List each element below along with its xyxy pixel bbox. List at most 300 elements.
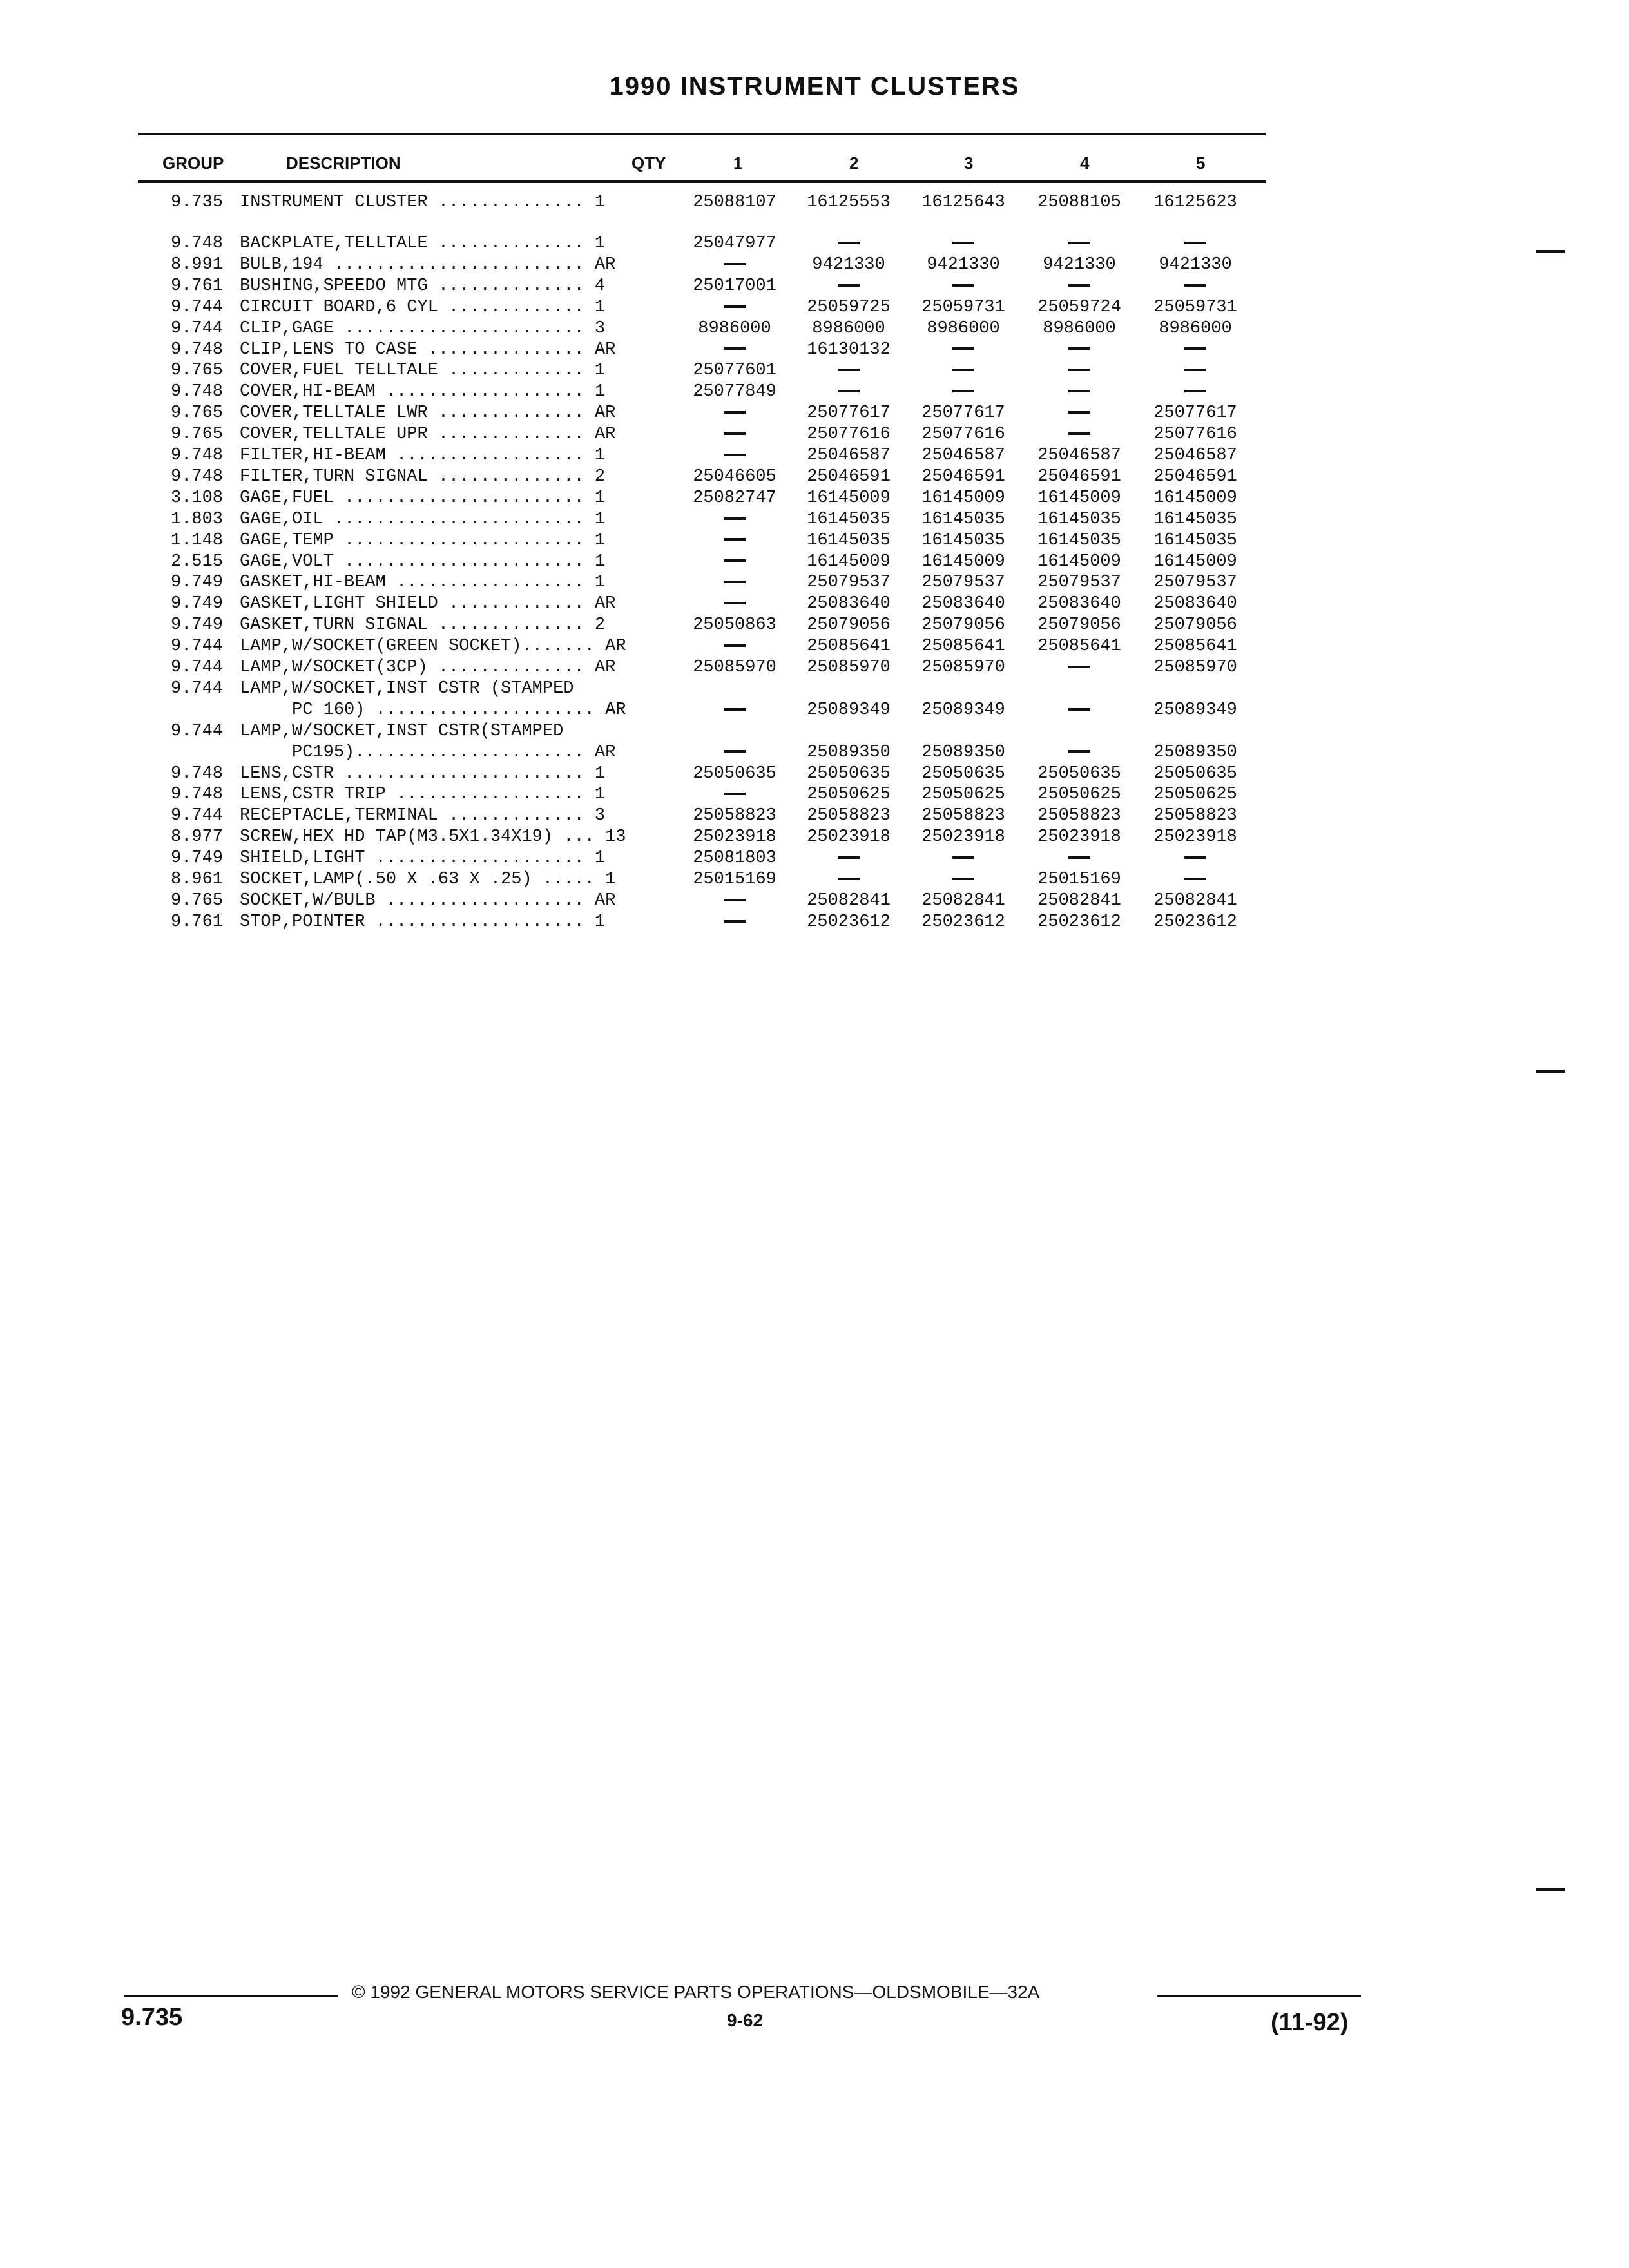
not-applicable-dash <box>838 390 860 392</box>
footer-group-ref: 9.735 <box>121 2004 183 2031</box>
row-qty: AR <box>605 637 626 657</box>
row-part-number-col-1: 25088107 <box>693 193 776 212</box>
not-applicable-dash <box>838 284 860 287</box>
row-part-number-col-4: 25046591 <box>1037 466 1121 486</box>
row-description-text: STOP,POINTER .................... <box>240 912 584 932</box>
row-qty: AR <box>594 340 616 360</box>
not-applicable-dash <box>1068 284 1090 287</box>
row-description-text: LAMP,W/SOCKET(3CP) .............. <box>240 658 584 677</box>
row-part-number-col-2: 25089350 <box>807 742 891 762</box>
row-group: 9.749 <box>170 849 223 869</box>
row-part-number-col-1: 25015169 <box>693 870 776 889</box>
not-applicable-dash <box>724 559 746 562</box>
row-part-number-col-3 <box>909 340 1018 360</box>
row-qty: AR <box>594 255 616 274</box>
row-part-number-col-3: 25077617 <box>921 403 1005 423</box>
row-part-number-col-1: 25077601 <box>693 361 776 381</box>
row-description-text: SCREW,HEX HD TAP(M3.5X1.34X19) ... <box>240 827 595 847</box>
col-header-description: DESCRIPTION <box>286 153 401 173</box>
not-applicable-dash <box>724 538 746 541</box>
row-part-number-col-2: 16145035 <box>807 530 891 550</box>
row-group: 9.765 <box>170 403 223 423</box>
row-description-text: RECEPTACLE,TERMINAL ............. <box>240 806 584 826</box>
row-part-number-col-4 <box>1025 657 1134 678</box>
row-description-text: LAMP,W/SOCKET,INST CSTR(STAMPED <box>240 721 564 741</box>
row-part-number-col-5: 25046591 <box>1153 466 1237 486</box>
row-part-number-col-3 <box>909 360 1018 381</box>
row-part-number-col-2: 25058823 <box>807 806 891 826</box>
row-qty: 1 <box>594 446 606 465</box>
not-applicable-dash <box>1068 750 1090 753</box>
row-qty: 1 <box>594 297 606 317</box>
col-header-4: 4 <box>1080 153 1090 173</box>
row-description-text: LAMP,W/SOCKET,INST CSTR (STAMPED <box>240 678 574 698</box>
row-part-number-col-2: 9421330 <box>812 255 885 274</box>
row-part-number-col-5: 25058823 <box>1153 806 1237 826</box>
row-group: 8.961 <box>170 870 223 889</box>
row-description <box>240 721 659 742</box>
not-applicable-dash <box>724 793 746 795</box>
row-description-text: LENS,CSTR ....................... <box>240 764 584 783</box>
row-part-number-col-5: 25089349 <box>1153 700 1237 720</box>
row-part-number-col-5: 16145009 <box>1153 552 1237 572</box>
not-applicable-dash <box>1184 369 1206 371</box>
row-description <box>240 764 659 784</box>
row-description <box>240 530 659 551</box>
row-part-number-col-2: 25046591 <box>807 466 891 486</box>
row-part-number-col-5 <box>1141 360 1250 381</box>
row-qty: 1 <box>594 764 606 783</box>
row-group: 9.744 <box>170 658 223 677</box>
row-group: 9.748 <box>170 785 223 805</box>
row-group: 1.148 <box>170 530 223 550</box>
row-part-number-col-5 <box>1141 276 1250 296</box>
row-part-number-col-4 <box>1025 742 1134 763</box>
row-description <box>240 827 659 847</box>
row-description-text: SOCKET,W/BULB ................... <box>240 890 584 910</box>
row-part-number-col-4: 25046587 <box>1037 446 1121 465</box>
row-group: 9.744 <box>170 637 223 657</box>
row-part-number-col-4: 16145009 <box>1037 488 1121 508</box>
col-header-2: 2 <box>849 153 859 173</box>
row-part-number-col-4: 25085641 <box>1037 637 1121 657</box>
not-applicable-dash <box>1068 390 1090 392</box>
row-description-text: FILTER,TURN SIGNAL .............. <box>240 466 584 486</box>
row-part-number-col-2: 25079056 <box>807 615 891 635</box>
row-part-number-col-4: 16145035 <box>1037 530 1121 550</box>
not-applicable-dash <box>952 390 974 392</box>
row-qty: 1 <box>594 849 606 869</box>
row-part-number-col-5 <box>1141 869 1250 890</box>
row-part-number-col-1 <box>680 742 789 763</box>
row-part-number-col-1 <box>680 340 789 360</box>
row-part-number-col-3: 25058823 <box>921 806 1005 826</box>
row-group: 9.735 <box>170 193 223 212</box>
row-qty: AR <box>594 742 616 762</box>
row-description <box>240 869 659 890</box>
not-applicable-dash <box>1068 242 1090 244</box>
row-description-text: SOCKET,LAMP(.50 X .63 X .25) ..... <box>240 870 595 889</box>
row-part-number-col-5: 16145035 <box>1153 530 1237 550</box>
row-part-number-col-1 <box>680 572 789 593</box>
row-qty: 4 <box>594 276 606 296</box>
row-qty: 1 <box>594 361 606 381</box>
row-group: 2.515 <box>170 552 223 572</box>
row-qty: AR <box>594 658 616 677</box>
row-part-number-col-5: 25083640 <box>1153 594 1237 614</box>
row-description <box>240 636 659 657</box>
row-description <box>240 657 659 678</box>
row-part-number-col-5: 8986000 <box>1159 318 1232 338</box>
col-header-3: 3 <box>964 153 974 173</box>
row-group: 9.765 <box>170 361 223 381</box>
row-description <box>240 593 659 614</box>
row-group: 9.748 <box>170 764 223 783</box>
row-part-number-col-4 <box>1025 340 1134 360</box>
not-applicable-dash <box>1184 878 1206 880</box>
row-group: 9.749 <box>170 594 223 614</box>
row-qty: AR <box>605 700 626 720</box>
row-description-text: LAMP,W/SOCKET(GREEN SOCKET)....... <box>240 637 595 657</box>
row-part-number-col-2: 25023918 <box>807 827 891 847</box>
row-description-text: CLIP,LENS TO CASE ............... <box>240 340 584 360</box>
row-part-number-col-4: 25050625 <box>1037 785 1121 805</box>
row-part-number-col-3: 25079056 <box>921 615 1005 635</box>
not-applicable-dash <box>1068 666 1090 668</box>
row-qty: 2 <box>594 615 606 635</box>
row-part-number-col-2: 16145009 <box>807 488 891 508</box>
row-qty: 3 <box>594 318 606 338</box>
row-part-number-col-5: 25085970 <box>1153 658 1237 677</box>
row-description <box>240 360 659 381</box>
row-description-text: GAGE,TEMP ....................... <box>240 530 584 550</box>
row-part-number-col-5: 25050625 <box>1153 785 1237 805</box>
row-part-number-col-4 <box>1025 700 1134 720</box>
row-part-number-col-3: 25077616 <box>921 425 1005 445</box>
not-applicable-dash <box>1068 432 1090 435</box>
row-description-text: BACKPLATE,TELLTALE .............. <box>240 234 584 253</box>
row-part-number-col-3 <box>909 276 1018 296</box>
row-part-number-col-1 <box>680 552 789 572</box>
row-description-text: SHIELD,LIGHT .................... <box>240 849 584 869</box>
not-applicable-dash <box>724 581 746 583</box>
row-description-text: CLIP,GAGE ....................... <box>240 318 584 338</box>
not-applicable-dash <box>952 242 974 244</box>
not-applicable-dash <box>952 369 974 371</box>
row-description-text: GASKET,TURN SIGNAL .............. <box>240 615 584 635</box>
row-description <box>240 466 659 487</box>
row-part-number-col-3: 25023918 <box>921 827 1005 847</box>
not-applicable-dash <box>724 263 746 265</box>
row-part-number-col-3: 25085970 <box>921 658 1005 677</box>
row-description <box>240 255 659 275</box>
row-part-number-col-1 <box>680 424 789 445</box>
row-part-number-col-4 <box>1025 403 1134 423</box>
row-part-number-col-1 <box>680 530 789 551</box>
row-group: 9.761 <box>170 276 223 296</box>
row-part-number-col-2 <box>794 276 903 296</box>
row-part-number-col-2: 16145009 <box>807 552 891 572</box>
row-description <box>240 381 659 402</box>
margin-tick-mark <box>1536 250 1565 253</box>
row-description-text: BULB,194 ........................ <box>240 255 584 274</box>
row-part-number-col-2: 25046587 <box>807 446 891 465</box>
row-part-number-col-4: 25023612 <box>1037 912 1121 932</box>
row-part-number-col-5: 25082841 <box>1153 890 1237 910</box>
not-applicable-dash <box>1068 411 1090 414</box>
row-part-number-col-4 <box>1025 381 1134 402</box>
row-part-number-col-3 <box>909 233 1018 254</box>
row-part-number-col-4 <box>1025 848 1134 869</box>
row-description-text: INSTRUMENT CLUSTER .............. <box>240 193 584 212</box>
row-part-number-col-2: 8986000 <box>812 318 885 338</box>
row-part-number-col-5 <box>1141 340 1250 360</box>
row-qty: AR <box>594 594 616 614</box>
row-qty: 1 <box>605 870 616 889</box>
row-part-number-col-5: 25085641 <box>1153 637 1237 657</box>
row-part-number-col-5: 25079537 <box>1153 573 1237 593</box>
row-qty: 1 <box>594 193 606 212</box>
row-qty: AR <box>594 403 616 423</box>
row-description-text: FILTER,HI-BEAM .................. <box>240 446 584 465</box>
row-description <box>240 340 659 360</box>
col-header-1: 1 <box>733 153 743 173</box>
row-part-number-col-1 <box>680 297 789 318</box>
not-applicable-dash <box>1184 347 1206 350</box>
row-qty: 1 <box>594 488 606 508</box>
row-qty: AR <box>594 425 616 445</box>
not-applicable-dash <box>724 517 746 520</box>
not-applicable-dash <box>838 242 860 244</box>
row-group: 1.803 <box>170 509 223 529</box>
row-part-number-col-4: 25023918 <box>1037 827 1121 847</box>
row-part-number-col-4: 25079056 <box>1037 615 1121 635</box>
row-description-text: BUSHING,SPEEDO MTG .............. <box>240 276 584 296</box>
row-part-number-col-2: 25023612 <box>807 912 891 932</box>
row-part-number-col-5: 25077617 <box>1153 403 1237 423</box>
row-part-number-col-5 <box>1141 848 1250 869</box>
row-group: 9.765 <box>170 890 223 910</box>
row-part-number-col-4: 25015169 <box>1037 870 1121 889</box>
margin-tick-mark <box>1536 1888 1565 1891</box>
row-part-number-col-1: 25050863 <box>693 615 776 635</box>
row-part-number-col-2: 25059725 <box>807 297 891 317</box>
row-group: 9.744 <box>170 721 223 741</box>
row-part-number-col-5 <box>1141 233 1250 254</box>
footer-right-rule <box>1157 1995 1361 1997</box>
row-part-number-col-1 <box>680 255 789 275</box>
row-group: 9.748 <box>170 382 223 402</box>
row-group: 9.748 <box>170 466 223 486</box>
row-group: 9.749 <box>170 615 223 635</box>
not-applicable-dash <box>1068 369 1090 371</box>
row-part-number-col-5: 16145009 <box>1153 488 1237 508</box>
row-qty: 1 <box>594 530 606 550</box>
row-part-number-col-2: 25077616 <box>807 425 891 445</box>
not-applicable-dash <box>724 305 746 308</box>
not-applicable-dash <box>724 602 746 604</box>
row-part-number-col-5: 25079056 <box>1153 615 1237 635</box>
row-part-number-col-3: 16125643 <box>921 193 1005 212</box>
row-part-number-col-4: 25050635 <box>1037 764 1121 783</box>
row-qty: 2 <box>594 466 606 486</box>
row-part-number-col-1: 25047977 <box>693 234 776 253</box>
row-group: 9.748 <box>170 446 223 465</box>
row-description <box>240 318 659 339</box>
row-description <box>240 848 659 869</box>
col-header-group: GROUP <box>162 153 224 173</box>
row-description <box>240 445 659 466</box>
row-description-text: CIRCUIT BOARD,6 CYL ............. <box>240 297 584 317</box>
row-group: 8.977 <box>170 827 223 847</box>
row-part-number-col-3: 16145035 <box>921 530 1005 550</box>
not-applicable-dash <box>724 708 746 711</box>
row-part-number-col-3: 25046587 <box>921 446 1005 465</box>
row-description <box>240 192 659 213</box>
row-description-text: COVER,HI-BEAM ................... <box>240 382 584 402</box>
row-part-number-col-4 <box>1025 360 1134 381</box>
row-description <box>240 890 659 911</box>
row-description <box>240 488 659 508</box>
row-group: 9.748 <box>170 234 223 253</box>
row-part-number-col-4: 16145035 <box>1037 509 1121 529</box>
not-applicable-dash <box>952 878 974 880</box>
row-part-number-col-5: 16145035 <box>1153 509 1237 529</box>
row-part-number-col-3: 25085641 <box>921 637 1005 657</box>
row-description-text: GASKET,HI-BEAM .................. <box>240 573 584 593</box>
row-part-number-col-4 <box>1025 276 1134 296</box>
row-part-number-col-3: 25046591 <box>921 466 1005 486</box>
row-part-number-col-2: 25085641 <box>807 637 891 657</box>
row-part-number-col-5: 25077616 <box>1153 425 1237 445</box>
row-part-number-col-4: 25088105 <box>1037 193 1121 212</box>
footer-page-number: 9-62 <box>727 2010 764 2030</box>
not-applicable-dash <box>724 432 746 435</box>
row-part-number-col-3 <box>909 381 1018 402</box>
row-group: 3.108 <box>170 488 223 508</box>
not-applicable-dash <box>1184 390 1206 392</box>
row-part-number-col-2: 25079537 <box>807 573 891 593</box>
row-part-number-col-4: 25079537 <box>1037 573 1121 593</box>
row-part-number-col-4 <box>1025 233 1134 254</box>
row-part-number-col-2 <box>794 848 903 869</box>
row-part-number-col-3: 16145035 <box>921 509 1005 529</box>
row-group: 9.744 <box>170 678 223 698</box>
row-part-number-col-2: 25050625 <box>807 785 891 805</box>
not-applicable-dash <box>1184 284 1206 287</box>
row-part-number-col-5: 9421330 <box>1159 255 1232 274</box>
margin-tick-mark <box>1536 1070 1565 1073</box>
row-part-number-col-2: 25082841 <box>807 890 891 910</box>
row-description <box>240 552 659 572</box>
row-description-text: COVER,TELLTALE LWR .............. <box>240 403 584 423</box>
row-description <box>240 276 659 296</box>
row-description <box>240 700 659 720</box>
page-title: 1990 INSTRUMENT CLUSTERS <box>609 72 1020 101</box>
row-part-number-col-5: 25050635 <box>1153 764 1237 783</box>
row-part-number-col-2: 16145035 <box>807 509 891 529</box>
row-description-text: LENS,CSTR TRIP .................. <box>240 785 584 805</box>
row-description-text: GASKET,LIGHT SHIELD ............. <box>240 594 584 614</box>
row-group: 9.744 <box>170 806 223 826</box>
row-part-number-col-1: 25058823 <box>693 806 776 826</box>
row-part-number-col-1: 25081803 <box>693 849 776 869</box>
footer-date-code: (11-92) <box>1271 2009 1349 2036</box>
row-part-number-col-2: 25083640 <box>807 594 891 614</box>
row-group: 9.765 <box>170 425 223 445</box>
row-part-number-col-1 <box>680 784 789 805</box>
row-part-number-col-1 <box>680 636 789 657</box>
row-part-number-col-4: 16145009 <box>1037 552 1121 572</box>
row-part-number-col-1 <box>680 700 789 720</box>
row-part-number-col-3 <box>909 848 1018 869</box>
row-description-text: COVER,TELLTALE UPR .............. <box>240 425 584 445</box>
row-part-number-col-4: 25059724 <box>1037 297 1121 317</box>
row-description <box>240 678 659 699</box>
row-description <box>240 615 659 635</box>
row-part-number-col-5: 25059731 <box>1153 297 1237 317</box>
row-description <box>240 572 659 593</box>
row-part-number-col-2 <box>794 233 903 254</box>
not-applicable-dash <box>724 644 746 647</box>
footer-copyright: © 1992 GENERAL MOTORS SERVICE PARTS OPERATIONS—OLDSMOBILE—32A <box>352 1982 1040 2002</box>
row-part-number-col-1 <box>680 403 789 423</box>
row-part-number-col-5: 16125623 <box>1153 193 1237 212</box>
row-part-number-col-1: 25017001 <box>693 276 776 296</box>
not-applicable-dash <box>1068 708 1090 711</box>
row-part-number-col-1: 25023918 <box>693 827 776 847</box>
row-part-number-col-3 <box>909 869 1018 890</box>
row-part-number-col-1: 25082747 <box>693 488 776 508</box>
row-group: 9.749 <box>170 573 223 593</box>
row-part-number-col-5 <box>1141 381 1250 402</box>
not-applicable-dash <box>724 454 746 456</box>
row-part-number-col-3: 25023612 <box>921 912 1005 932</box>
footer-left-rule <box>124 1995 338 1997</box>
not-applicable-dash <box>724 411 746 414</box>
not-applicable-dash <box>952 284 974 287</box>
row-part-number-col-5: 25023918 <box>1153 827 1237 847</box>
row-part-number-col-3: 25050635 <box>921 764 1005 783</box>
row-part-number-col-5: 25046587 <box>1153 446 1237 465</box>
row-part-number-col-2: 16125553 <box>807 193 891 212</box>
row-part-number-col-2 <box>794 381 903 402</box>
row-description-text: GAGE,FUEL ....................... <box>240 488 584 508</box>
row-description <box>240 233 659 254</box>
row-part-number-col-4: 25082841 <box>1037 890 1121 910</box>
not-applicable-dash <box>724 750 746 753</box>
row-part-number-col-1: 25050635 <box>693 764 776 783</box>
row-part-number-col-4 <box>1025 424 1134 445</box>
not-applicable-dash <box>952 347 974 350</box>
not-applicable-dash <box>838 878 860 880</box>
row-part-number-col-1 <box>680 509 789 530</box>
not-applicable-dash <box>1184 856 1206 859</box>
col-header-5: 5 <box>1196 153 1206 173</box>
row-part-number-col-1 <box>680 890 789 911</box>
row-part-number-col-4: 8986000 <box>1043 318 1116 338</box>
row-description-text: COVER,FUEL TELLTALE ............. <box>240 361 584 381</box>
row-description-text: GAGE,VOLT ....................... <box>240 552 584 572</box>
row-group: 9.761 <box>170 912 223 932</box>
row-part-number-col-2: 25077617 <box>807 403 891 423</box>
not-applicable-dash <box>952 856 974 859</box>
not-applicable-dash <box>724 920 746 923</box>
row-description <box>240 509 659 530</box>
row-description-text: PC195)...................... <box>240 742 584 762</box>
row-part-number-col-1: 25046605 <box>693 466 776 486</box>
row-part-number-col-4: 9421330 <box>1043 255 1116 274</box>
